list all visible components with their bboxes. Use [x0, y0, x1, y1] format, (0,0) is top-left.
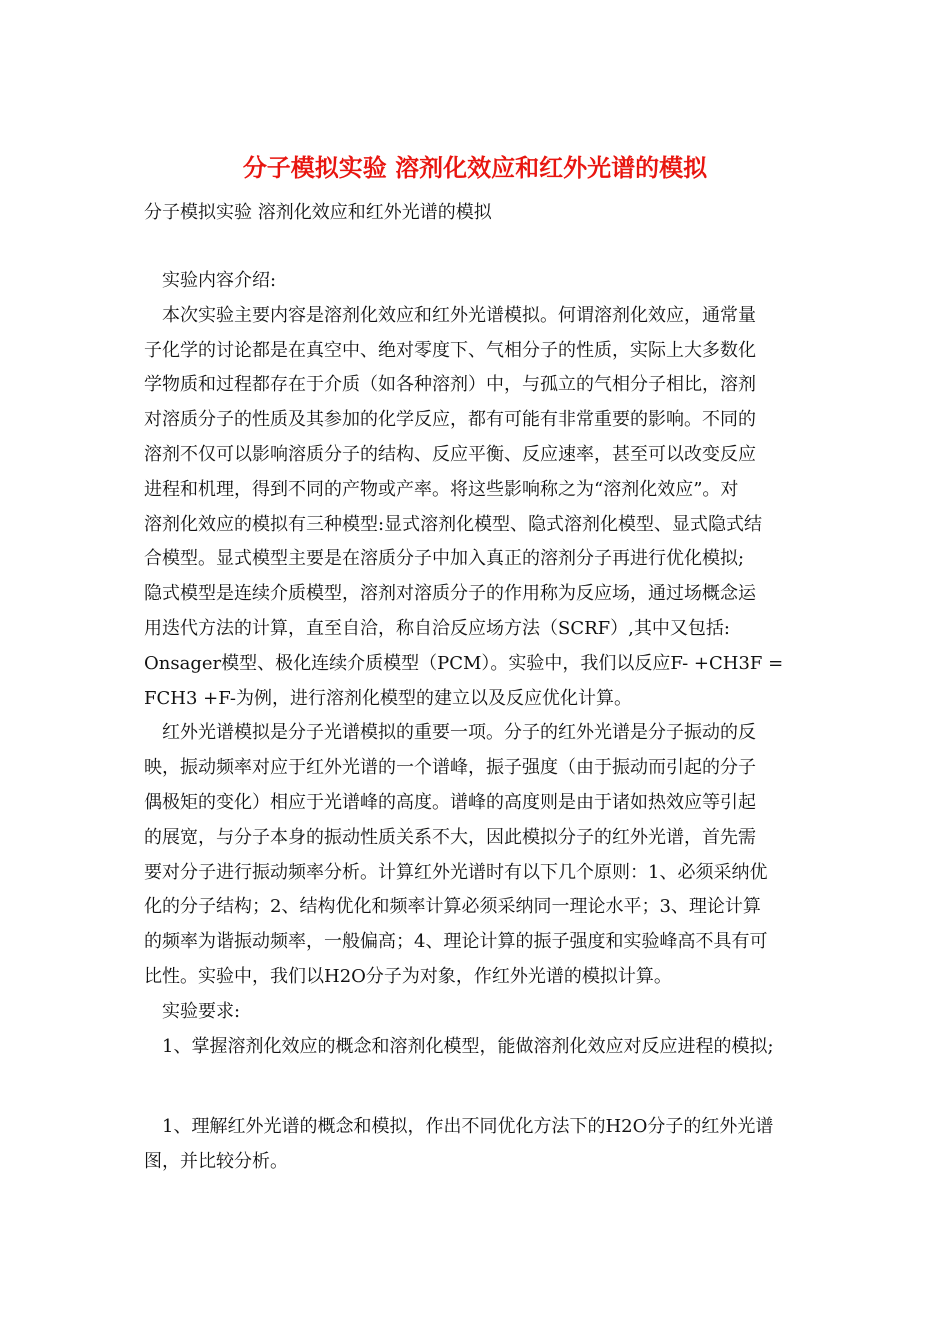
document-subtitle: 分子模拟实验 溶剂化效应和红外光谱的模拟: [144, 202, 492, 223]
paragraph-line: 进程和机理，得到不同的产物或产率。将这些影响称之为“溶剂化效应”。对: [144, 478, 739, 500]
paragraph-line: 溶剂化效应的模拟有三种模型:显式溶剂化模型、隐式溶剂化模型、显式隐式结: [144, 513, 763, 535]
requirement-item-continued: 图，并比较分析。: [144, 1151, 288, 1173]
paragraph-line: 要对分子进行振动频率分析。计算红外光谱时有以下几个原则：1、必须采纳优: [144, 861, 768, 883]
paragraph-line: 本次实验主要内容是溶剂化效应和红外光谱模拟。何谓溶剂化效应，通常量: [162, 304, 756, 326]
paragraph-line: 偶极矩的变化）相应于光谱峰的高度。谱峰的高度则是由于诸如热效应等引起: [144, 791, 756, 813]
paragraph-line: 的频率为谐振动频率，一般偏高；4、理论计算的振子强度和实验峰高不具有可: [144, 931, 768, 953]
paragraph-line: 化的分子结构；2、结构优化和频率计算必须采纳同一理论水平；3、理论计算: [144, 896, 761, 918]
paragraph-line: FCH3 +F-为例，进行溶剂化模型的建立以及反应优化计算。: [144, 687, 632, 709]
paragraph-line: 比性。实验中，我们以H2O分子为对象，作红外光谱的模拟计算。: [144, 965, 672, 987]
section-heading-intro: 实验内容介绍:: [162, 270, 277, 291]
paragraph-line: 的展宽，与分子本身的振动性质关系不大，因此模拟分子的红外光谱，首先需: [144, 826, 756, 848]
requirement-item: 1、掌握溶剂化效应的概念和溶剂化模型，能做溶剂化效应对反应进程的模拟;: [162, 1035, 774, 1057]
paragraph-line: 映，振动频率对应于红外光谱的一个谱峰，振子强度（由于振动而引起的分子: [144, 757, 756, 779]
requirement-item: 1、理解红外光谱的概念和模拟，作出不同优化方法下的H2O分子的红外光谱: [162, 1116, 774, 1138]
paragraph-line: 溶剂不仅可以影响溶质分子的结构、反应平衡、反应速率，甚至可以改变反应: [144, 443, 756, 465]
paragraph-line: Onsager模型、极化连续介质模型（PCM）。实验中，我们以反应F- +CH3F =: [144, 652, 784, 674]
paragraph-line: 合模型。显式模型主要是在溶质分子中加入真正的溶剂分子再进行优化模拟;: [144, 548, 745, 570]
paragraph-line: 对溶质分子的性质及其参加的化学反应，都有可能有非常重要的影响。不同的: [144, 409, 756, 431]
section-heading-requirements: 实验要求:: [162, 1000, 241, 1022]
paragraph-line: 用迭代方法的计算，直至自洽，称自洽反应场方法（SCRF）,其中又包括:: [144, 617, 730, 639]
paragraph-line: 子化学的讨论都是在真空中、绝对零度下、气相分子的性质，实际上大多数化: [144, 339, 756, 361]
document-title: 分子模拟实验 溶剂化效应和红外光谱的模拟: [242, 154, 708, 182]
paragraph-line: 红外光谱模拟是分子光谱模拟的重要一项。分子的红外光谱是分子振动的反: [162, 722, 756, 744]
document-body: [144, 264, 819, 1180]
paragraph-line: 学物质和过程都存在于介质（如各种溶剂）中，与孤立的气相分子相比，溶剂: [144, 374, 756, 396]
paragraph-line: 隐式模型是连续介质模型，溶剂对溶质分子的作用称为反应场，通过场概念运: [144, 583, 756, 605]
blank-line: [144, 1064, 819, 1110]
